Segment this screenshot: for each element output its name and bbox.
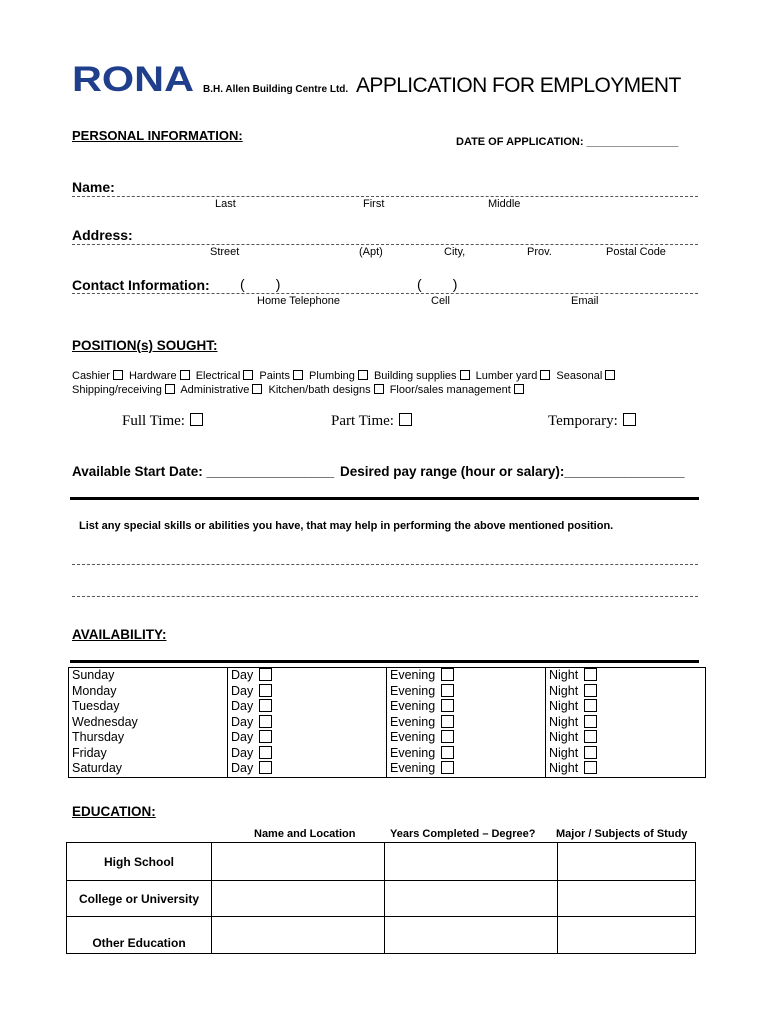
edu-col-years-degree: Years Completed – Degree? (390, 828, 536, 840)
part-time-label: Part Time: (331, 413, 394, 429)
skills-line-2[interactable] (72, 596, 698, 597)
building-supplies-checkbox[interactable] (460, 370, 470, 380)
day-shift-label: Day (231, 683, 254, 698)
home-phone-paren: ( ) (240, 276, 281, 292)
address-sub-street: Street (210, 246, 240, 258)
shipping-checkbox[interactable] (165, 384, 175, 394)
evening-shift-option (387, 715, 545, 731)
availability-table (68, 667, 706, 778)
day-shift-option (228, 746, 386, 762)
edu-col-major: Major / Subjects of Study (556, 828, 688, 840)
contact-line[interactable] (72, 293, 698, 294)
evening-shift-option (387, 746, 545, 762)
address-sub-apt: (Apt) (359, 246, 383, 258)
edu-row-label (67, 881, 212, 917)
day-name: Thursday (72, 730, 125, 744)
edu-cell[interactable] (212, 917, 385, 954)
cashier-checkbox[interactable] (113, 370, 123, 380)
position-administrative: Administrative (180, 384, 250, 396)
address-sub-postal: Postal Code (606, 246, 666, 258)
evening-shift-checkbox[interactable] (441, 684, 454, 697)
date-of-application[interactable]: DATE OF APPLICATION: _______________ (456, 136, 679, 148)
name-line[interactable] (72, 196, 698, 197)
edu-cell[interactable] (558, 843, 696, 881)
night-shift-checkbox[interactable] (584, 715, 597, 728)
day-shift-column (228, 668, 387, 778)
edu-row-label (67, 843, 212, 881)
edu-col-name-location: Name and Location (254, 828, 356, 840)
name-sub-middle: Middle (488, 198, 521, 210)
day-name: Sunday (72, 668, 115, 682)
positions-heading: POSITION(s) SOUGHT: (72, 338, 218, 353)
positions-row-1 (72, 370, 618, 382)
full-time-option (122, 413, 203, 430)
evening-shift-label: Evening (390, 714, 436, 729)
education-heading: EDUCATION: (72, 804, 156, 819)
evening-shift-checkbox[interactable] (441, 715, 454, 728)
day-shift-option (228, 699, 386, 715)
education-table (66, 842, 696, 954)
temporary-option (548, 413, 636, 430)
edu-cell[interactable] (212, 843, 385, 881)
start-date-field[interactable]: Available Start Date: _________________ (72, 464, 335, 479)
evening-shift-option (387, 699, 545, 715)
night-shift-option (546, 699, 705, 715)
edu-row-other: Other Education (92, 936, 186, 950)
evening-shift-checkbox[interactable] (441, 730, 454, 743)
evening-shift-checkbox[interactable] (441, 746, 454, 759)
lumber-yard-checkbox[interactable] (540, 370, 550, 380)
edu-cell[interactable] (212, 881, 385, 917)
evening-shift-checkbox[interactable] (441, 668, 454, 681)
contact-sub-email: Email (571, 295, 599, 307)
night-shift-label: Night (549, 730, 579, 744)
plumbing-checkbox[interactable] (358, 370, 368, 380)
evening-shift-checkbox[interactable] (441, 761, 454, 774)
day-name: Wednesday (72, 714, 138, 729)
edu-row-high-school: High School (104, 854, 174, 869)
night-shift-option (546, 715, 705, 731)
section-divider (70, 497, 699, 500)
edu-cell[interactable] (385, 881, 558, 917)
evening-shift-option (387, 668, 545, 684)
position-plumbing: Plumbing (309, 370, 355, 382)
day-shift-option (228, 668, 386, 684)
edu-row-college: College or University (78, 891, 200, 906)
temporary-checkbox[interactable] (623, 413, 636, 426)
position-building-supplies: Building supplies (373, 370, 457, 382)
contact-label: Contact Information: (72, 277, 210, 293)
address-sub-city: City, (444, 246, 466, 258)
edu-cell[interactable] (558, 917, 696, 954)
name-label: Name: (72, 179, 115, 195)
day-shift-label: Day (231, 699, 254, 713)
day-shift-label: Day (231, 761, 254, 775)
position-seasonal: Seasonal (556, 370, 603, 382)
night-shift-label: Night (549, 699, 579, 713)
day-shift-option (228, 684, 386, 700)
evening-shift-option (387, 684, 545, 700)
pay-range-field[interactable]: Desired pay range (hour or salary):________________ (340, 464, 685, 479)
position-kitchen-bath: Kitchen/bath designs (268, 384, 371, 396)
evening-shift-checkbox[interactable] (441, 699, 454, 712)
day-shift-option (228, 730, 386, 746)
edu-cell[interactable] (385, 917, 558, 954)
name-sub-first: First (363, 198, 385, 210)
night-shift-label: Night (549, 668, 579, 682)
company-name: B.H. Allen Building Centre Ltd. (203, 84, 349, 95)
part-time-checkbox[interactable] (399, 413, 412, 426)
day-name: Monday (72, 683, 117, 698)
evening-shift-option (387, 761, 545, 777)
address-label: Address: (72, 227, 133, 243)
evening-shift-label: Evening (390, 683, 436, 698)
form-title: APPLICATION FOR EMPLOYMENT (356, 74, 681, 97)
night-shift-option (546, 730, 705, 746)
evening-shift-option (387, 730, 545, 746)
address-line[interactable] (72, 244, 698, 245)
evening-shift-label: Evening (390, 745, 436, 760)
night-shift-column (546, 668, 706, 778)
day-shift-checkbox[interactable] (259, 715, 272, 728)
positions-row-2 (72, 384, 527, 396)
day-shift-label: Day (231, 714, 254, 729)
logo-text: RONA (72, 62, 194, 96)
day-name: Saturday (72, 761, 123, 775)
day-shift-label: Day (231, 668, 254, 682)
skills-line-1[interactable] (72, 564, 698, 565)
night-shift-option (546, 684, 705, 700)
skills-prompt: List any special skills or abilities you have, that may help in performing the above mentioned position. (79, 520, 614, 532)
day-name: Friday (72, 745, 107, 760)
edu-cell[interactable] (558, 881, 696, 917)
paints-checkbox[interactable] (293, 370, 303, 380)
night-shift-option (546, 668, 705, 684)
day-name: Tuesday (72, 699, 120, 713)
hardware-checkbox[interactable] (180, 370, 190, 380)
full-time-checkbox[interactable] (190, 413, 203, 426)
night-shift-label: Night (549, 745, 579, 760)
address-sub-prov: Prov. (527, 246, 552, 258)
day-shift-checkbox[interactable] (259, 668, 272, 681)
position-shipping: Shipping/receiving (72, 384, 162, 396)
electrical-checkbox[interactable] (243, 370, 253, 380)
night-shift-label: Night (549, 683, 579, 698)
position-hardware: Hardware (128, 370, 177, 382)
cell-paren: ( ) (417, 276, 458, 292)
full-time-label: Full Time: (122, 413, 185, 429)
night-shift-option (546, 746, 705, 762)
night-shift-label: Night (549, 714, 579, 729)
days-column (69, 668, 228, 778)
position-electrical: Electrical (195, 370, 241, 382)
floor-sales-checkbox[interactable] (514, 384, 524, 394)
night-shift-checkbox[interactable] (584, 746, 597, 759)
contact-sub-cell: Cell (431, 295, 450, 307)
availability-divider (70, 660, 699, 663)
contact-sub-home: Home Telephone (257, 295, 340, 307)
rona-logo (72, 62, 196, 96)
part-time-option (331, 413, 412, 430)
day-shift-checkbox[interactable] (259, 684, 272, 697)
availability-heading: AVAILABILITY: (72, 627, 167, 642)
day-shift-checkbox[interactable] (259, 699, 272, 712)
day-shift-label: Day (231, 730, 254, 744)
temporary-label: Temporary: (548, 413, 618, 429)
personal-info-heading: PERSONAL INFORMATION: (72, 128, 243, 143)
night-shift-checkbox[interactable] (584, 684, 597, 697)
name-sub-last: Last (215, 198, 236, 210)
position-lumber-yard: Lumber yard (475, 370, 538, 382)
seasonal-checkbox[interactable] (605, 370, 615, 380)
position-paints: Paints (259, 370, 290, 382)
night-shift-checkbox[interactable] (584, 730, 597, 743)
position-floor-sales: Floor/sales management (389, 384, 511, 396)
evening-shift-label: Evening (390, 761, 436, 775)
administrative-checkbox[interactable] (252, 384, 262, 394)
edu-row-label (67, 917, 212, 954)
day-shift-checkbox[interactable] (259, 730, 272, 743)
day-shift-option (228, 715, 386, 731)
position-cashier: Cashier (72, 370, 110, 382)
evening-shift-label: Evening (390, 699, 436, 713)
day-shift-checkbox[interactable] (259, 746, 272, 759)
kitchen-bath-checkbox[interactable] (374, 384, 384, 394)
night-shift-checkbox[interactable] (584, 668, 597, 681)
night-shift-label: Night (549, 761, 579, 775)
day-shift-option (228, 761, 386, 777)
day-shift-label: Day (231, 745, 254, 760)
night-shift-checkbox[interactable] (584, 761, 597, 774)
edu-cell[interactable] (385, 843, 558, 881)
evening-shift-label: Evening (390, 730, 436, 744)
evening-shift-label: Evening (390, 668, 436, 682)
night-shift-option (546, 761, 705, 777)
night-shift-checkbox[interactable] (584, 699, 597, 712)
day-shift-checkbox[interactable] (259, 761, 272, 774)
evening-shift-column (387, 668, 546, 778)
